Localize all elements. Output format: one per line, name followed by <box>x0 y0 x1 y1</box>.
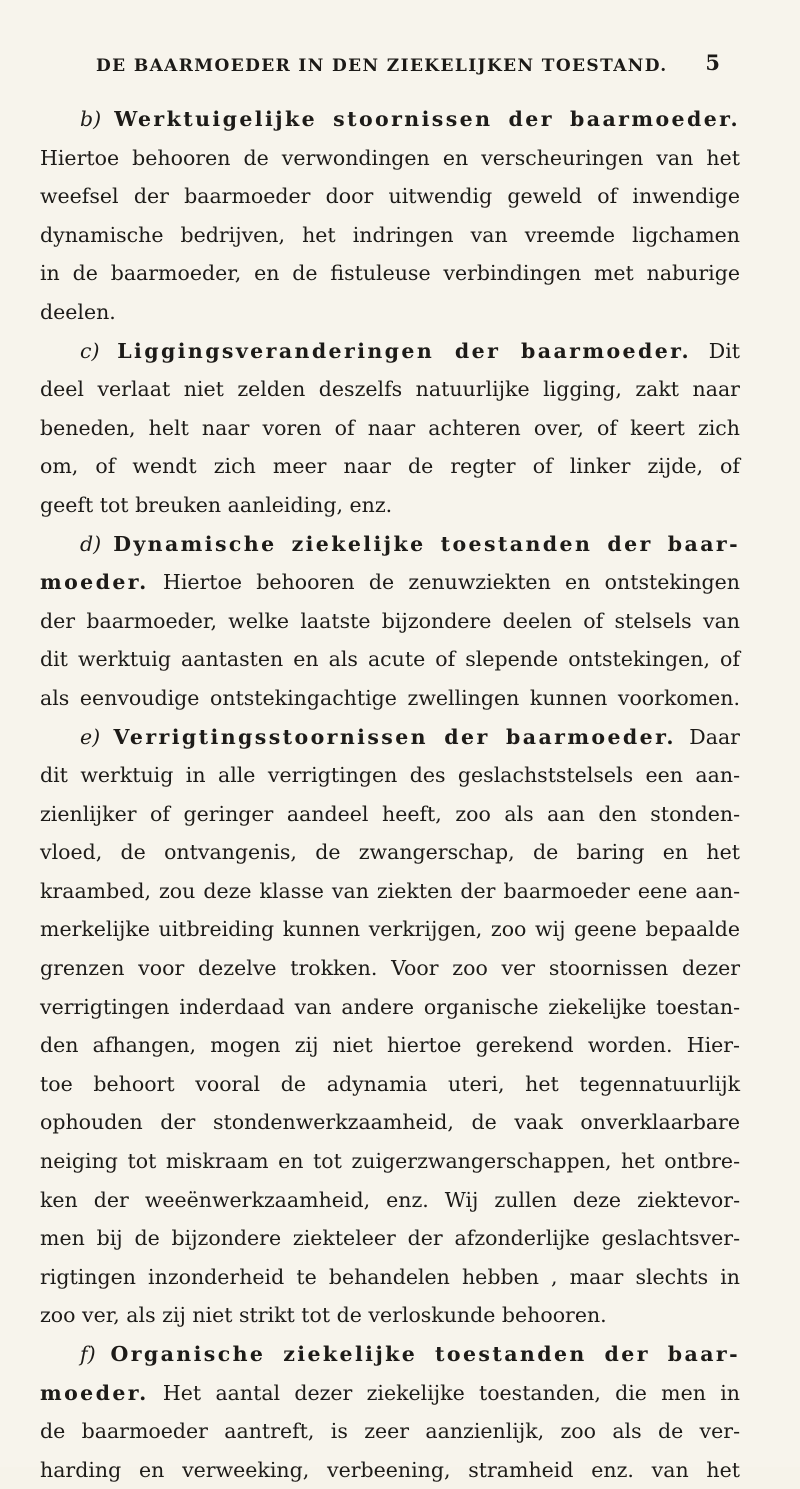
text-line: toe behoort vooral de adynamia uteri, het tegennatuurlijk <box>40 1071 740 1096</box>
text-line: in de baarmoeder, en de fistuleuse verbindingen met naburige <box>40 261 740 286</box>
text-line <box>40 1374 740 1413</box>
section-f-heading: Organische ziekelijke toestanden der baar- <box>110 1342 740 1366</box>
text-line: verrigtingen inderdaad van andere organische ziekelijke toestan- <box>40 994 740 1019</box>
text-line: zoo ver, als zij niet strikt tot de verloskunde behooren. <box>40 1303 607 1328</box>
text-line: rigtingen inzonderheid te behandelen hebben , maar slechts in <box>40 1264 740 1289</box>
page-number: 5 <box>705 50 720 75</box>
text-line: Hiertoe behooren de verwondingen en verscheuringen van het <box>40 145 740 170</box>
text-line: harding en verweeking, verbeening, stramheid enz. van het <box>40 1457 740 1482</box>
text-line: merkelijke uitbreiding kunnen verkrijgen, zoo wij geene bepaalde <box>40 917 740 942</box>
text-line: beneden, helt naar voren of naar achteren over, of keert zich <box>40 415 740 440</box>
body-text <box>40 100 740 1489</box>
section-e-marker: e) <box>80 724 101 749</box>
section-b-heading: Werktuigelijke stoornissen der baarmoeder. <box>114 107 740 131</box>
section-d-marker: d) <box>80 531 102 556</box>
section-e-heading: Verrigtingsstoornissen der baarmoeder. <box>113 724 676 749</box>
running-title: DE BAARMOEDER IN DEN ZIEKELIJKEN TOESTAND. <box>96 56 668 76</box>
section-b-heading-line <box>40 100 740 139</box>
text-line: der baarmoeder, welke laatste bijzondere deelen of stelsels van <box>40 608 740 633</box>
section-d-heading-line <box>40 525 740 564</box>
text-line: dit werktuig in alle verrigtingen des geslachststelsels een aan- <box>40 763 740 788</box>
text-line: den afhangen, mogen zij niet hiertoe gerekend worden. Hier- <box>40 1033 740 1058</box>
section-c-marker: c) <box>80 338 100 363</box>
text-line: neiging tot miskraam en tot zuigerzwangerschappen, het ontbre- <box>40 1149 740 1174</box>
text-line: grenzen voor dezelve trokken. Voor zoo ver stoornissen dezer <box>40 956 740 981</box>
section-f-heading-line <box>40 1335 740 1374</box>
text-fragment: Hiertoe behooren de zenuwziekten en ontstekingen <box>162 570 740 595</box>
text-line: de baarmoeder aantreft, is zeer aanzienlijk, zoo als de ver- <box>40 1419 740 1444</box>
text-line: deelen. <box>40 299 116 324</box>
page-header <box>96 50 720 90</box>
text-line: als eenvoudige ontstekingachtige zwellingen kunnen voorkomen. <box>40 685 740 710</box>
section-f-marker: f) <box>80 1342 96 1366</box>
section-d-heading-end: moeder. <box>40 570 149 595</box>
text-fragment: Daar <box>689 724 740 749</box>
text-line: deel verlaat niet zelden deszelfs natuurlijke ligging, zakt naar <box>40 377 740 402</box>
section-e-heading-line <box>40 718 740 757</box>
text-line: kraambed, zou deze klasse van ziekten der baarmoeder eene aan- <box>40 878 740 903</box>
text-line: dynamische bedrijven, het indringen van vreemde ligchamen <box>40 222 740 247</box>
text-line: men bij de bijzondere ziekteleer der afzonderlijke geslachtsver- <box>40 1226 740 1251</box>
text-line: ophouden der stondenwerkzaamheid, de vaak onverklaarbare <box>40 1110 740 1135</box>
text-line: zienlijker of geringer aandeel heeft, zoo als aan den stonden- <box>40 801 740 826</box>
section-b-marker: b) <box>80 107 102 131</box>
text-line <box>40 563 740 602</box>
section-c-heading-line <box>40 332 740 371</box>
text-line: om, of wendt zich meer naar de regter of linker zijde, of <box>40 454 740 479</box>
section-c-heading: Liggingsveranderingen der baarmoeder. <box>117 338 692 363</box>
text-line: dit werktuig aantasten en als acute of slepende ontstekingen, of <box>40 647 740 672</box>
text-fragment: Het aantal dezer ziekelijke toestanden, die men in <box>162 1380 740 1405</box>
section-d-heading: Dynamische ziekelijke toestanden der baar- <box>113 531 740 556</box>
text-line: weefsel der baarmoeder door uitwendig geweld of inwendige <box>40 184 740 209</box>
text-line: vloed, de ontvangenis, de zwangerschap, de baring en het <box>40 840 740 865</box>
section-f-heading-end: moeder. <box>40 1380 149 1405</box>
text-line: geeft tot breuken aanleiding, enz. <box>40 492 393 517</box>
text-fragment: Dit <box>708 338 740 363</box>
text-line: ken der weeënwerkzaamheid, enz. Wij zullen deze ziektevor- <box>40 1187 740 1212</box>
